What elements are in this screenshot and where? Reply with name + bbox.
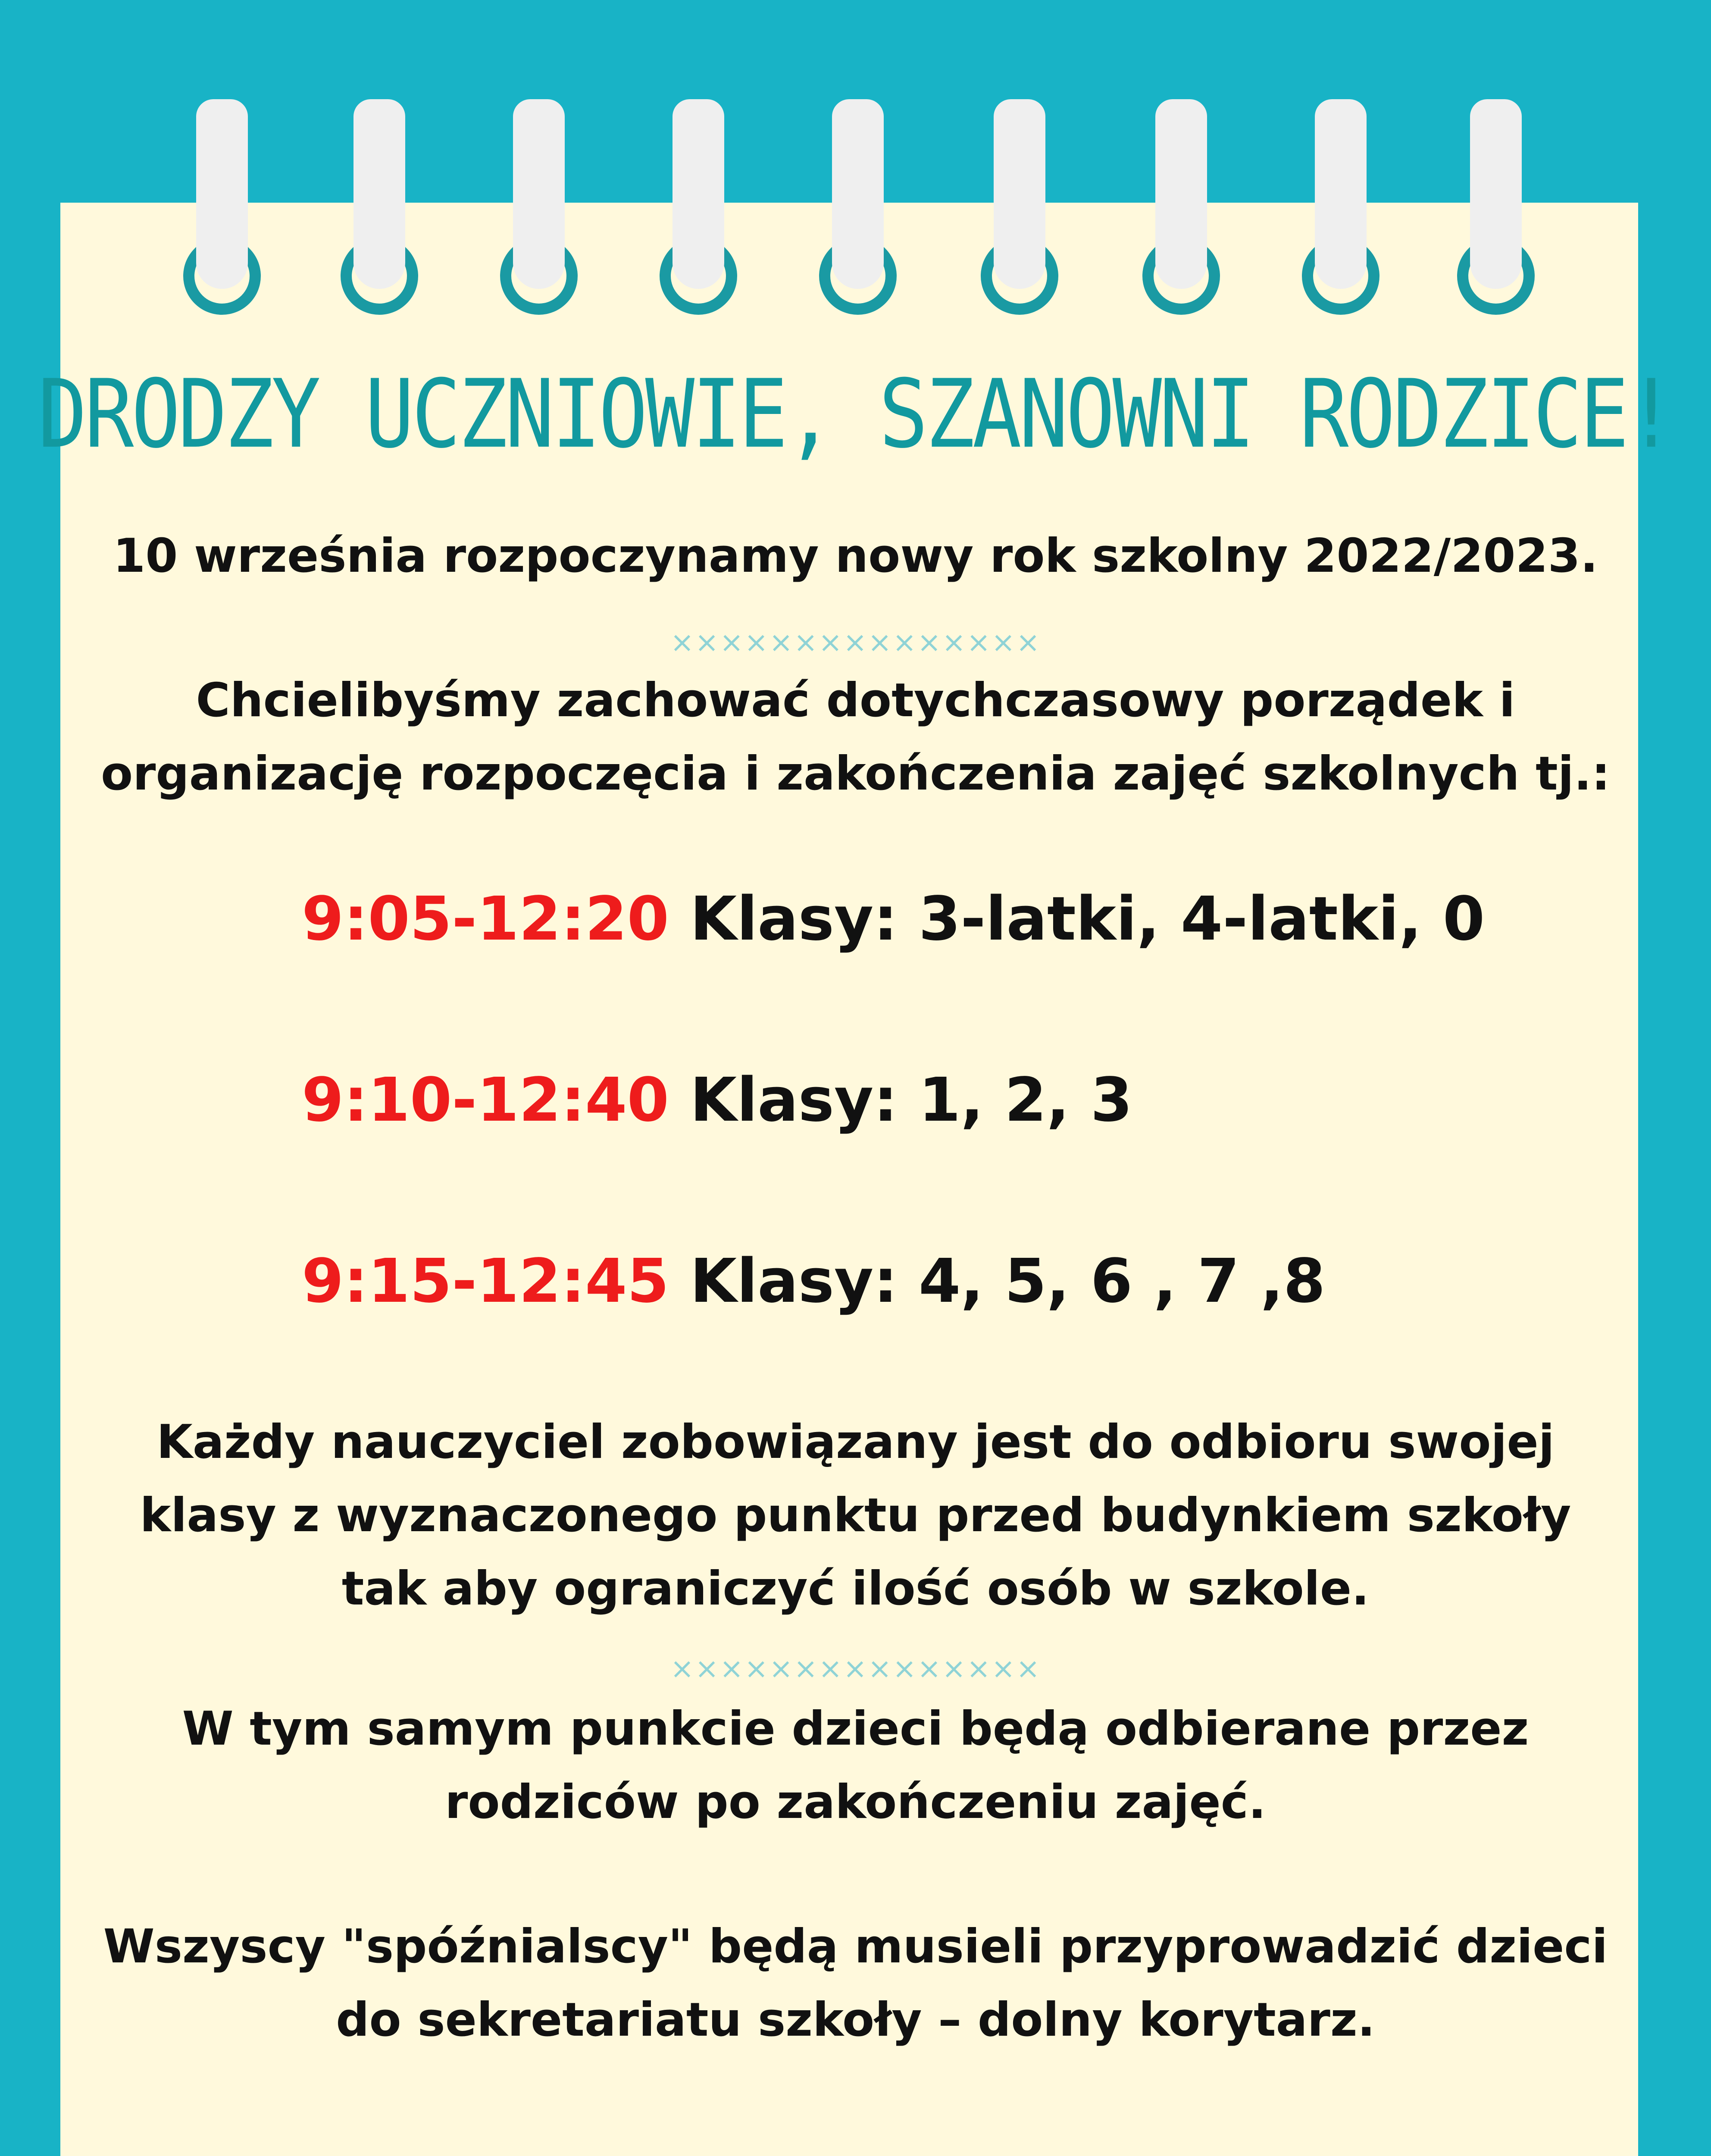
- binder-ring-icon: [500, 99, 578, 306]
- spiral-binding: [0, 0, 1711, 310]
- schedule-classes: Klasy: 3-latki, 4-latki, 0: [690, 884, 1485, 954]
- page-title: DRODZY UCZNIOWIE, SZANOWNI RODZICE!: [38, 359, 1673, 469]
- binder-ring-icon: [981, 99, 1058, 306]
- paragraph-organization-line2: organizację rozpoczęcia i zakończenia zajęć szkolnych tj.:: [100, 747, 1611, 801]
- paragraph-teacher-line3: tak aby ograniczyć ilość osób w szkole.: [341, 1562, 1370, 1616]
- binder-ring-icon: [660, 99, 737, 306]
- intro-text: 10 września rozpoczynamy nowy rok szkolny 2022/2023.: [113, 529, 1598, 583]
- paragraph-latecomers-line1: Wszyscy "spóźnialscy" będą musieli przyprowadzić dzieci: [103, 1920, 1608, 1974]
- schedule-row: [302, 1246, 1325, 1316]
- paragraph-pickup-line2: rodziców po zakończeniu zajęć.: [445, 1775, 1266, 1829]
- paragraph-pickup-line1: W tym samym punkcie dzieci będą odbierane przez: [182, 1702, 1529, 1756]
- notice-paper: [60, 203, 1638, 2156]
- paragraph-latecomers-line2: do sekretariatu szkoły – dolny korytarz.: [336, 1993, 1375, 2047]
- binder-ring-icon: [819, 99, 897, 306]
- binder-ring-icon: [1457, 99, 1535, 306]
- binder-ring-icon: [1302, 99, 1379, 306]
- schedule-row: [302, 1065, 1132, 1135]
- schedule-time: 9:15-12:45: [302, 1246, 669, 1316]
- binder-ring-icon: [341, 99, 418, 306]
- schedule-classes: Klasy: 1, 2, 3: [690, 1065, 1133, 1135]
- schedule-time: 9:05-12:20: [302, 884, 669, 954]
- schedule-classes: Klasy: 4, 5, 6 , 7 ,8: [690, 1246, 1326, 1316]
- paragraph-teacher-line2: klasy z wyznaczonego punktu przed budynkiem szkoły: [140, 1489, 1571, 1542]
- paragraph-teacher-line1: Każdy nauczyciel zobowiązany jest do odbioru swojej: [156, 1415, 1555, 1469]
- schedule-row: [302, 884, 1485, 954]
- separator: ×××××××××××××××: [670, 1652, 1041, 1685]
- binder-ring-icon: [183, 99, 261, 306]
- binder-ring-icon: [1142, 99, 1220, 306]
- schedule-time: 9:10-12:40: [302, 1065, 669, 1135]
- separator: ×××××××××××××××: [670, 626, 1041, 659]
- paragraph-organization-line1: Chcielibyśmy zachować dotychczasowy porządek i: [196, 674, 1515, 727]
